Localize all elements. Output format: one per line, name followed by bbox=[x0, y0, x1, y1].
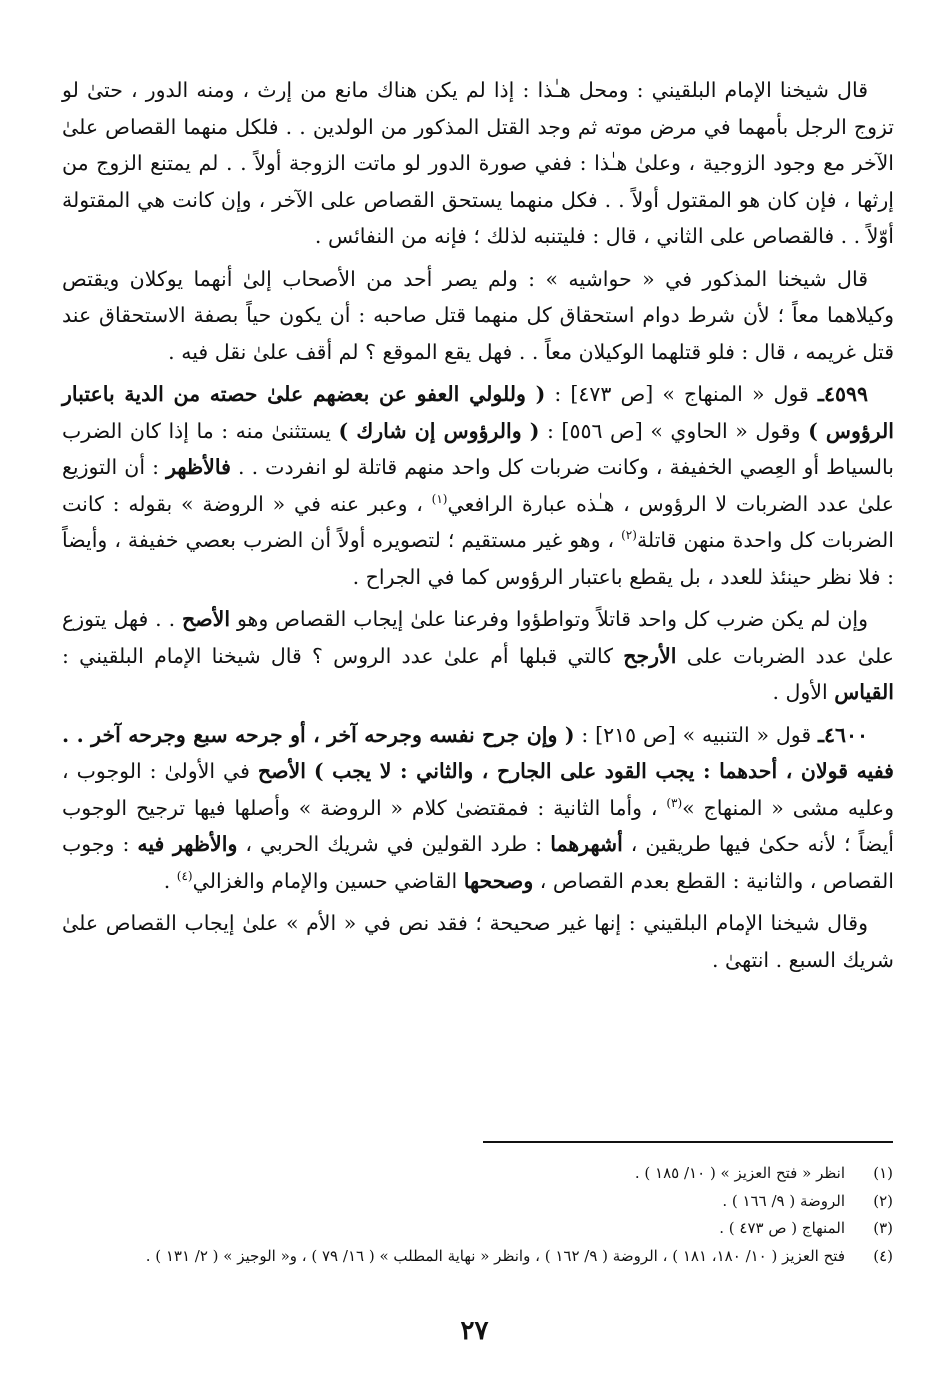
text-segment bbox=[306, 759, 314, 783]
paragraph-6 bbox=[62, 905, 894, 978]
footnote-ref-3: (٣) bbox=[666, 795, 683, 810]
emphasis: الأصح bbox=[182, 607, 231, 631]
emphasis: القياس bbox=[834, 680, 894, 704]
text-segment: وقول « الحاوي » [ص ٥٥٦] : bbox=[539, 418, 809, 443]
emphasis: أشهرهما bbox=[550, 832, 623, 856]
emphasis: وصححها bbox=[463, 868, 534, 893]
footnote-ref-1: (١) bbox=[431, 491, 448, 506]
text-segment: . . فهل يتوزع علىٰ عدد الضربات على bbox=[62, 607, 894, 668]
text-segment: قول « التنبيه » [ص ٢١٥] : bbox=[574, 722, 818, 747]
text-segment: : طرد القولين في شريك الحربي ، bbox=[237, 832, 551, 856]
footnote-4 bbox=[57, 1243, 893, 1271]
footnote-separator bbox=[483, 1141, 893, 1143]
paragraph-1 bbox=[62, 72, 894, 255]
page-number: ٢٧ bbox=[460, 1316, 489, 1346]
emphasis: والأظهر فيه bbox=[137, 832, 238, 856]
text-segment: : وجوب القصاص ، والثانية : القطع بعدم القصاص ، bbox=[62, 832, 894, 893]
footnote-number: (٤) bbox=[873, 1246, 893, 1265]
page-body bbox=[62, 72, 894, 984]
footnote-ref-4: (٤) bbox=[176, 868, 193, 883]
quoted-text: ( وللولي العفو عن بعضهم علىٰ حصته من الدية باعتبار الرؤوس ) bbox=[62, 382, 895, 443]
footnote-ref-2: (٢) bbox=[621, 528, 637, 543]
emphasis: فالأظهر bbox=[166, 455, 231, 479]
footnote-1 bbox=[57, 1160, 893, 1188]
footnote-text: انظر « فتح العزيز » ( ١٠/ ١٨٥ ) . bbox=[634, 1164, 845, 1182]
footnote-text: فتح العزيز ( ١٠/ ١٨٠، ١٨١ ) ، الروضة ( ٩/ ١٦٢ ) ، وانظر « نهاية المطلب » ( ١٦/ ٧٩ ) ، و« الوجيز » ( ٢/ ١٣١ ) . bbox=[145, 1246, 845, 1265]
footnote-number: (١) bbox=[873, 1164, 893, 1182]
emphasis: الأصح bbox=[257, 759, 306, 783]
text-segment: القاضي حسين والإمام والغزالي bbox=[192, 868, 464, 893]
entry-number: ٤٥٩٩ـ bbox=[817, 382, 868, 406]
text-segment: قول « المنهاج » [ص ٤٧٣] : bbox=[545, 382, 818, 406]
footnote-2 bbox=[57, 1188, 893, 1216]
emphasis: الأرجح bbox=[623, 643, 677, 668]
quoted-text: ( وإن جرح نفسه وجرحه آخر ، أو جرحه سبع وجرحه آخر . . ففيه قولان ، أحدهما : يجب القود على الجارح ، والثاني : لا يجب ) bbox=[62, 722, 894, 783]
footnote-3 bbox=[57, 1215, 893, 1243]
paragraph-2-text: قال شيخنا المذكور في « حواشيه » : ولم يصر أحد من الأصحاب إلىٰ أنهما يوكلان ويقتص وكيلاهما معاً ؛ لأن شرط دوام استحقاق كل منهما قتل صاحبه : أن يكون حياً بصفة الاستحقاق عند قتل غريمه ، قال : فلو قتلهما الوكيلان معاً . . فهل يقع الموقع ؟ لم أقف علىٰ نقل فيه . bbox=[62, 266, 894, 364]
paragraph-4600 bbox=[62, 717, 894, 900]
entry-number: ٤٦٠٠ـ bbox=[817, 722, 869, 747]
paragraph-4599 bbox=[62, 376, 894, 595]
text-segment: وإن لم يكن ضرب كل واحد قاتلاً وتواطؤوا وفرعنا علىٰ إيجاب القصاص وهو bbox=[230, 607, 868, 631]
footnote-text: المنهاج ( ص ٤٧٣ ) . bbox=[719, 1219, 845, 1237]
text-segment: ، وعبر عنه في « الروضة » بقوله : كانت الضربات كل واحدة منهن قاتلة bbox=[62, 491, 894, 552]
text-segment: في الأولىٰ : الوجوب ، وعليه مشى « المنهاج » bbox=[62, 759, 894, 820]
footnote-number: (٣) bbox=[873, 1219, 893, 1237]
footnote-text: الروضة ( ٩/ ١٦٦ ) . bbox=[722, 1191, 845, 1210]
text-segment: الأول . bbox=[772, 680, 835, 704]
footnotes bbox=[57, 1160, 893, 1270]
text-segment: كالتي قبلها أم علىٰ عدد الروس ؟ قال شيخنا الإمام البلقيني : bbox=[62, 643, 624, 668]
text-segment: ، وأما الثانية : فمقتضىٰ كلام « الروضة » وأصلها فيها ترجيح الوجوب أيضاً ؛ لأنه حكىٰ فيها طريقين ، bbox=[62, 795, 894, 856]
quoted-text: ( والرؤوس إن شارك ) bbox=[338, 418, 540, 443]
paragraph-4 bbox=[62, 601, 894, 711]
footnote-number: (٢) bbox=[873, 1191, 893, 1210]
text-segment: ، وهو غير مستقيم ؛ لتصويره أولاً أن الضرب بعصي خفيفة ، وأيضاً : فلا نظر حينئذ للعدد ، بل يقطع باعتبار الرؤوس كما في الجراح . bbox=[62, 528, 894, 589]
text-segment: : أن التوزيع علىٰ عدد الضربات لا الرؤوس ، هـٰذه عبارة الرافعي bbox=[62, 455, 894, 516]
text-segment: يستثنىٰ منه : ما إذا كان الضرب بالسياط أو العِصي الخفيفة ، وكانت ضربات كل واحد منهم قاتلة لو انفردت . . bbox=[62, 418, 894, 479]
paragraph-6-text: وقال شيخنا الإمام البلقيني : إنها غير صحيحة ؛ فقد نص في « الأم » علىٰ إيجاب القصاص علىٰ شريك السبع . انتهىٰ . bbox=[62, 911, 894, 972]
paragraph-1-text: قال شيخنا الإمام البلقيني : ومحل هـٰذا : إذا لم يكن هناك مانع من إرث ، ومنه الدور ، حتىٰ لو تزوج الرجل بأمهما في مرض موته ثم وجد القتل المذكور من الولدين . . فلكل منهما القصاص علىٰ الآخر مع وجود الزوجية ، وعلىٰ هـٰذا : ففي صورة الدور لو ماتت الزوجة أولاً . . لم يمتنع الزوج من إرثها ، فإن كان هو المقتول أولاً . . فكل منهما يستحق القصاص على الآخر ، وإن كانت هي المقتولة أوّلاً . . فالقصاص على الثاني ، قال : فليتنبه لذلك ؛ فإنه من النفائس . bbox=[62, 78, 894, 248]
paragraph-2 bbox=[62, 261, 894, 371]
text-segment: . bbox=[163, 868, 177, 893]
